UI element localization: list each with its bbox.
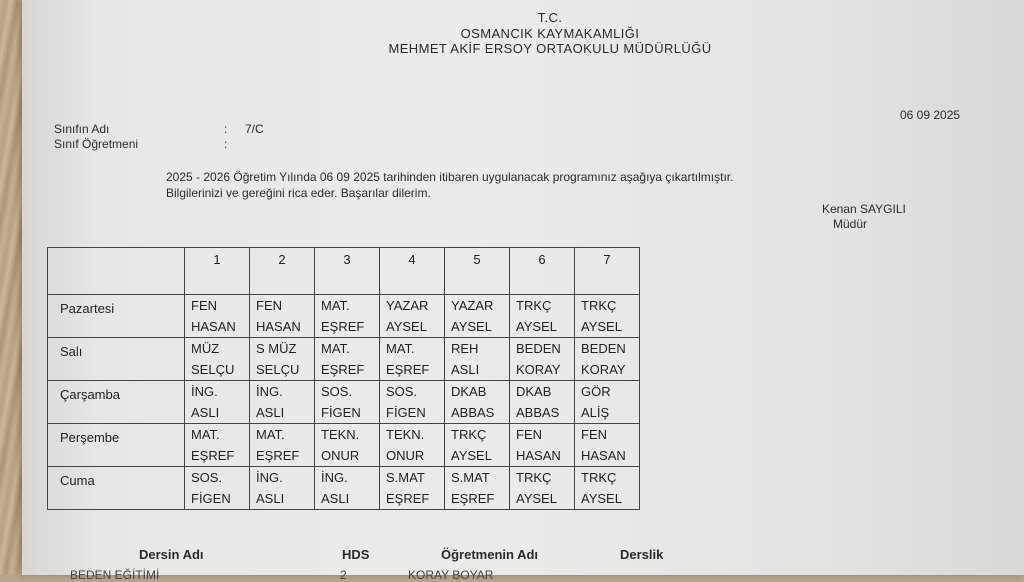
lesson-subject: SOS. [321, 384, 353, 399]
lesson-teacher: ONUR [386, 448, 425, 463]
lesson-subject: REH [451, 341, 479, 356]
day-label: Çarşamba [48, 381, 185, 424]
lesson-subject: SOS. [191, 470, 223, 485]
lesson-cell [380, 381, 445, 424]
lesson-subject: MAT. [256, 427, 285, 442]
lesson-subject: BEDEN [516, 341, 561, 356]
lesson-cell [510, 467, 575, 510]
lesson-subject: S.MAT [451, 470, 490, 485]
schedule-row [48, 381, 640, 424]
partial-hours: 2 [340, 568, 347, 582]
header-school: MEHMET AKİF ERSOY ORTAOKULU MÜDÜRLÜĞÜ [388, 41, 712, 56]
lesson-cell [445, 467, 510, 510]
lesson-cell [380, 338, 445, 381]
lesson-cell [445, 381, 510, 424]
lesson-cell [510, 381, 575, 424]
lesson-subject: SOS. [386, 384, 418, 399]
lesson-subject: TRKÇ [451, 427, 487, 442]
lesson-cell [185, 381, 250, 424]
period-header: 3 [315, 248, 380, 295]
lesson-subject: YAZAR [451, 298, 494, 313]
lesson-teacher: KORAY [516, 362, 561, 377]
partial-teacher: KORAY BOYAR [408, 568, 494, 582]
day-label: Perşembe [48, 424, 185, 467]
day-label: Cuma [48, 467, 185, 510]
lesson-subject: S.MAT [386, 470, 425, 485]
lesson-cell [575, 338, 640, 381]
lesson-cell [510, 338, 575, 381]
period-header: 7 [575, 248, 640, 295]
lesson-cell [250, 295, 315, 338]
lesson-cell [185, 424, 250, 467]
lesson-teacher: AYSEL [386, 319, 427, 334]
lesson-cell [380, 424, 445, 467]
lesson-subject: FEN [256, 298, 282, 313]
lesson-subject: S MÜZ [256, 341, 297, 356]
lesson-teacher: SELÇU [256, 362, 300, 377]
lesson-teacher: AYSEL [581, 319, 622, 334]
schedule-header-row [48, 248, 640, 295]
signature-name: Kenan SAYGILI [822, 202, 906, 216]
lesson-teacher: AYSEL [451, 448, 492, 463]
document-date: 06 09 2025 [900, 108, 961, 122]
lesson-cell [315, 381, 380, 424]
lesson-subject: GÖR [581, 384, 611, 399]
lesson-teacher: AYSEL [516, 491, 557, 506]
lesson-teacher: EŞREF [386, 491, 430, 506]
lesson-cell [250, 467, 315, 510]
lesson-subject: FEN [516, 427, 542, 442]
lesson-cell [250, 338, 315, 381]
lesson-subject: İNG. [191, 384, 218, 399]
legend-course-header: Dersin Adı [139, 547, 204, 562]
lesson-subject: TEKN. [386, 427, 425, 442]
lesson-teacher: ASLI [256, 405, 285, 420]
class-teacher-separator: : [224, 137, 228, 151]
period-header: 1 [185, 248, 250, 295]
lesson-teacher: ALİŞ [581, 405, 610, 420]
lesson-cell [250, 424, 315, 467]
class-name-value: 7/C [245, 122, 264, 136]
lesson-subject: TRKÇ [581, 298, 617, 313]
class-teacher-label: Sınıf Öğretmeni [54, 137, 139, 151]
class-name-label: Sınıfın Adı [54, 122, 110, 136]
lesson-cell [315, 295, 380, 338]
period-header: 6 [510, 248, 575, 295]
lesson-subject: MAT. [321, 298, 350, 313]
lesson-subject: MAT. [191, 427, 220, 442]
lesson-cell [185, 467, 250, 510]
lesson-subject: TRKÇ [516, 298, 552, 313]
lesson-subject: İNG. [321, 470, 348, 485]
lesson-subject: DKAB [451, 384, 487, 399]
lesson-teacher: FİGEN [321, 405, 361, 420]
lesson-teacher: ABBAS [451, 405, 495, 420]
header-kaymakamlik: OSMANCIK KAYMAKAMLIĞI [460, 26, 640, 41]
lesson-cell [575, 467, 640, 510]
lesson-cell [380, 295, 445, 338]
lesson-teacher: EŞREF [191, 448, 235, 463]
lesson-teacher: ASLI [256, 491, 285, 506]
lesson-cell [575, 295, 640, 338]
legend-teacher-header: Öğretmenin Adı [441, 547, 539, 562]
lesson-subject: BEDEN [581, 341, 626, 356]
lesson-subject: İNG. [256, 470, 283, 485]
lesson-cell [445, 338, 510, 381]
schedule-row [48, 295, 640, 338]
lesson-teacher: AYSEL [581, 491, 622, 506]
lesson-subject: YAZAR [386, 298, 429, 313]
lesson-cell [575, 381, 640, 424]
lesson-teacher: AYSEL [516, 319, 557, 334]
lesson-subject: TEKN. [321, 427, 360, 442]
lesson-cell [510, 424, 575, 467]
lesson-teacher: KORAY [581, 362, 626, 377]
schedule-row [48, 424, 640, 467]
lesson-teacher: ASLI [321, 491, 350, 506]
lesson-teacher: ASLI [451, 362, 480, 377]
lesson-teacher: AYSEL [451, 319, 492, 334]
lesson-teacher: ABBAS [516, 405, 560, 420]
class-name-separator: : [224, 122, 228, 136]
lesson-subject: MAT. [321, 341, 350, 356]
lesson-cell [185, 338, 250, 381]
body-text-line1: 2025 - 2026 Öğretim Yılında 06 09 2025 tarihinden itibaren uygulanacak programınız aşağıya çıkartılmıştır. [166, 170, 734, 184]
lesson-subject: FEN [581, 427, 607, 442]
header-tc: T.C. [537, 10, 563, 25]
partial-course: BEDEN EĞİTİMİ [70, 568, 160, 582]
lesson-teacher: FİGEN [386, 405, 426, 420]
lesson-cell [445, 295, 510, 338]
legend-hours-header: HDS [342, 547, 370, 562]
lesson-teacher: ONUR [321, 448, 360, 463]
lesson-teacher: HASAN [191, 319, 236, 334]
signature-title: Müdür [833, 217, 868, 231]
lesson-cell [315, 338, 380, 381]
lesson-subject: İNG. [256, 384, 283, 399]
lesson-teacher: EŞREF [321, 319, 365, 334]
lesson-subject: FEN [191, 298, 217, 313]
lesson-teacher: FİGEN [191, 491, 231, 506]
schedule-row [48, 338, 640, 381]
lesson-teacher: HASAN [581, 448, 626, 463]
lesson-teacher: EŞREF [256, 448, 300, 463]
lesson-cell [445, 424, 510, 467]
lesson-teacher: EŞREF [386, 362, 430, 377]
lesson-cell [250, 381, 315, 424]
schedule-row [48, 467, 640, 510]
legend-room-header: Derslik [620, 547, 664, 562]
lesson-teacher: EŞREF [321, 362, 365, 377]
schedule-corner-cell [48, 248, 185, 295]
lesson-cell [315, 424, 380, 467]
day-label: Salı [48, 338, 185, 381]
day-label: Pazartesi [48, 295, 185, 338]
lesson-teacher: HASAN [256, 319, 301, 334]
lesson-subject: MÜZ [191, 341, 220, 356]
lesson-teacher: HASAN [516, 448, 561, 463]
lesson-subject: MAT. [386, 341, 415, 356]
lesson-teacher: ASLI [191, 405, 220, 420]
body-text-line2: Bilgilerinizi ve gereğini rica eder. Başarılar dilerim. [166, 186, 431, 200]
period-header: 5 [445, 248, 510, 295]
lesson-subject: TRKÇ [516, 470, 552, 485]
lesson-cell [575, 424, 640, 467]
lesson-cell [315, 467, 380, 510]
lesson-cell [185, 295, 250, 338]
weekly-schedule-table [47, 247, 640, 510]
period-header: 2 [250, 248, 315, 295]
period-header: 4 [380, 248, 445, 295]
lesson-subject: TRKÇ [581, 470, 617, 485]
lesson-cell [510, 295, 575, 338]
lesson-cell [380, 467, 445, 510]
lesson-teacher: SELÇU [191, 362, 235, 377]
lesson-teacher: EŞREF [451, 491, 495, 506]
lesson-subject: DKAB [516, 384, 552, 399]
